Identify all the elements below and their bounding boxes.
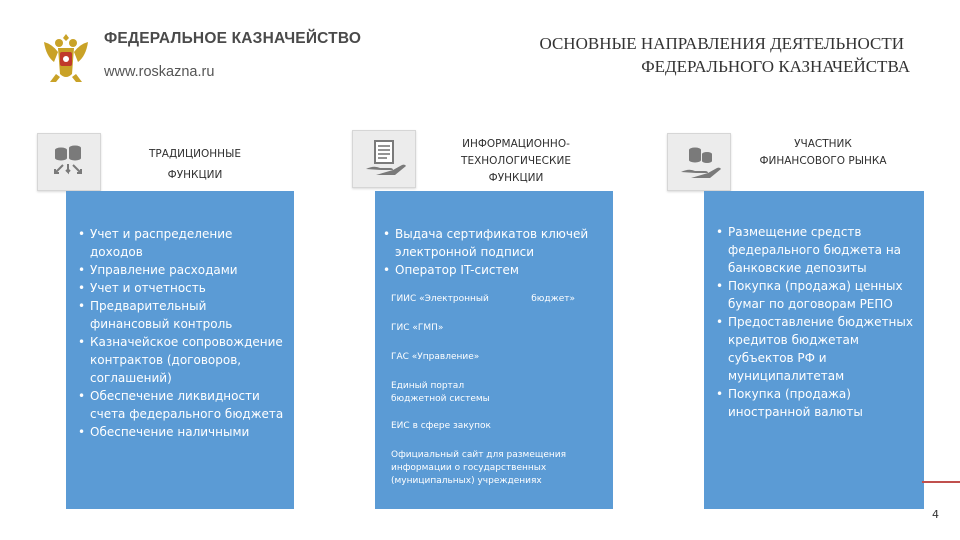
coins-distribution-icon bbox=[47, 140, 91, 184]
system-gis-gmp: ГИС «ГМП» bbox=[391, 323, 444, 333]
coins-in-hand-icon bbox=[677, 140, 721, 184]
heading-line: УЧАСТНИК bbox=[794, 138, 852, 150]
system-giis bbox=[391, 293, 605, 306]
page-title-line-2: ФЕДЕРАЛЬНОГО КАЗНАЧЕЙСТВА bbox=[641, 57, 910, 76]
system-portal-line: бюджетной системы bbox=[391, 394, 490, 404]
system-giis-left: ГИИС «Электронный bbox=[391, 294, 489, 304]
market-participant-icon-box bbox=[667, 133, 731, 191]
heading-line: ТРАДИЦИОННЫЕ bbox=[149, 148, 241, 160]
market-participant-list bbox=[712, 223, 916, 421]
it-functions-panel bbox=[375, 191, 613, 509]
system-official-site bbox=[391, 449, 605, 488]
heading-line: ФУНКЦИИ bbox=[488, 172, 544, 184]
list-item: • Обеспечение ликвидности счета федерального бюджета bbox=[74, 387, 284, 423]
list-item: • Покупка (продажа) ценных бумаг по договорам РЕПО bbox=[712, 277, 916, 313]
traditional-functions-heading bbox=[130, 146, 260, 184]
list-item: • Выдача сертификатов ключей электронной подписи bbox=[379, 225, 605, 261]
org-url[interactable]: www.roskazna.ru bbox=[104, 64, 215, 80]
list-item: • Предварительный финансовый контроль bbox=[74, 297, 284, 333]
heading-line: ТЕХНОЛОГИЧЕСКИЕ bbox=[461, 155, 571, 167]
system-portal-line: Единый портал bbox=[391, 381, 465, 391]
system-site-line: Официальный сайт для размещения bbox=[391, 450, 567, 460]
page-title-line-1: ОСНОВНЫЕ НАПРАВЛЕНИЯ ДЕЯТЕЛЬНОСТИ bbox=[539, 34, 904, 53]
system-portal bbox=[391, 380, 605, 406]
it-functions-list bbox=[379, 225, 605, 279]
footer-accent-line bbox=[922, 481, 960, 483]
list-item: • Учет и распределение доходов bbox=[74, 225, 284, 261]
org-name: ФЕДЕРАЛЬНОЕ КАЗНАЧЕЙСТВО bbox=[104, 30, 362, 47]
list-item: • Размещение средств федерального бюджета на банковские депозиты bbox=[712, 223, 916, 277]
list-item: • Управление расходами bbox=[74, 261, 284, 279]
list-item: • Оператор IT-систем bbox=[379, 261, 605, 279]
system-site-line: информации о государственных bbox=[391, 463, 547, 473]
traditional-functions-list bbox=[74, 225, 284, 441]
system-site-line: (муниципальных) учреждениях bbox=[391, 476, 542, 486]
list-item: • Предоставление бюджетных кредитов бюджетам субъектов РФ и муниципалитетам bbox=[712, 313, 916, 385]
system-giis-right: бюджет» bbox=[531, 294, 575, 304]
traditional-functions-icon-box bbox=[37, 133, 101, 191]
it-systems-list bbox=[379, 293, 605, 488]
system-eis: ЕИС в сфере закупок bbox=[391, 421, 491, 431]
double-headed-eagle-emblem-icon bbox=[38, 28, 94, 86]
traditional-functions-panel bbox=[66, 191, 294, 509]
page-title bbox=[410, 32, 910, 78]
list-item: • Покупка (продажа) иностранной валюты bbox=[712, 385, 916, 421]
logo-emblem bbox=[38, 28, 94, 86]
heading-line: ФУНКЦИИ bbox=[167, 169, 223, 181]
list-item: • Обеспечение наличными bbox=[74, 423, 284, 441]
page-number: 4 bbox=[932, 508, 939, 521]
market-participant-panel bbox=[704, 191, 924, 509]
it-functions-heading bbox=[441, 136, 591, 187]
list-item: • Учет и отчетность bbox=[74, 279, 284, 297]
it-functions-icon-box bbox=[352, 130, 416, 188]
heading-line: ФИНАНСОВОГО РЫНКА bbox=[759, 155, 887, 167]
market-participant-heading bbox=[748, 136, 898, 170]
system-gas: ГАС «Управление» bbox=[391, 352, 480, 362]
document-in-hand-icon bbox=[362, 137, 406, 181]
heading-line: ИНФОРМАЦИОННО- bbox=[462, 138, 570, 150]
list-item: • Казначейское сопровождение контрактов (договоров, соглашений) bbox=[74, 333, 284, 387]
